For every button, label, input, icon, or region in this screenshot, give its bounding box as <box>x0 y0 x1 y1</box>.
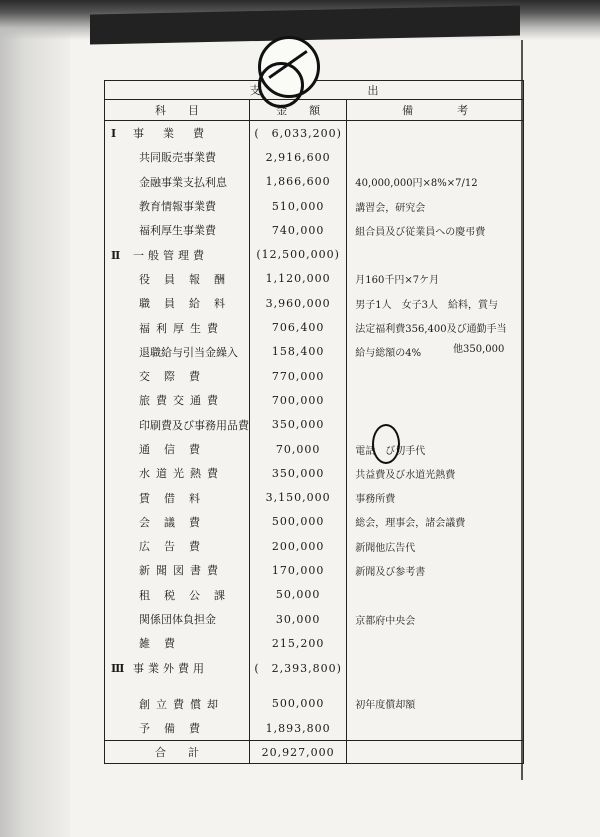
amount-cell: 3,150,000 <box>250 485 347 509</box>
subject-cell <box>105 340 250 364</box>
note-cell: 京都府中央会 <box>347 607 524 631</box>
table-row <box>105 364 524 388</box>
amount-cell: 30,000 <box>250 607 347 631</box>
item-name: 関係団体負担金 <box>139 613 216 627</box>
amount-cell: 500,000 <box>250 692 347 716</box>
section-name: 事業外費用 <box>133 661 208 675</box>
title-right: 出 <box>367 84 379 97</box>
subject-cell <box>105 692 250 716</box>
item-name: 創立費償却 <box>139 697 224 711</box>
amount-cell: 700,000 <box>250 388 347 412</box>
item-name: 広告費 <box>139 540 214 554</box>
table-row <box>105 388 524 412</box>
amount-cell: (12,500,000) <box>250 242 347 266</box>
table-row <box>105 315 524 339</box>
amount-cell: 50,000 <box>250 583 347 607</box>
subject-cell <box>105 437 250 461</box>
note-cell <box>347 716 524 741</box>
amount-cell: 510,000 <box>250 194 347 218</box>
item-name: 職員給料 <box>139 297 239 311</box>
subject-cell <box>105 121 250 146</box>
total-note <box>347 741 524 764</box>
item-name: 租税公課 <box>139 588 239 602</box>
note-cell: 事務所費 <box>347 485 524 509</box>
section-row <box>105 656 524 680</box>
item-name: 賃借料 <box>139 491 214 505</box>
column-amount: 金 額 <box>250 100 347 121</box>
note-cell: 新聞他広告代 <box>347 534 524 558</box>
amount-cell: 170,000 <box>250 558 347 582</box>
amount-cell: 215,200 <box>250 631 347 655</box>
table-row <box>105 145 524 169</box>
subject-cell <box>105 170 250 194</box>
item-name: 福利厚生費 <box>139 321 224 335</box>
note-cell <box>347 242 524 266</box>
amount-cell: 740,000 <box>250 218 347 242</box>
spacer-cell <box>105 680 250 692</box>
amount-cell: 158,400 <box>250 340 347 364</box>
amount-cell: 770,000 <box>250 364 347 388</box>
amount-cell: 2,916,600 <box>250 145 347 169</box>
item-name: 交際費 <box>139 370 214 384</box>
subject-cell <box>105 461 250 485</box>
item-name: 水道光熱費 <box>139 467 224 481</box>
table-row <box>105 461 524 485</box>
total-label: 合 計 <box>105 741 250 764</box>
subject-cell <box>105 267 250 291</box>
table-row <box>105 194 524 218</box>
spacer-cell <box>347 680 524 692</box>
subject-cell <box>105 583 250 607</box>
table-row <box>105 558 524 582</box>
total-amount: 20,927,000 <box>250 741 347 764</box>
amount-cell: 200,000 <box>250 534 347 558</box>
item-name: 教育情報事業費 <box>139 200 216 214</box>
item-name: 通信費 <box>139 443 214 456</box>
amount-cell: 70,000 <box>250 437 347 461</box>
note-cell: 男子1人 女子3人 給料，賞与 <box>347 291 524 315</box>
title-left: 支 <box>249 84 261 97</box>
subject-cell <box>105 291 250 315</box>
subject-cell <box>105 364 250 388</box>
stamp-mark-small <box>372 424 400 464</box>
note-cell: 電話 び切手代 <box>347 437 524 461</box>
table-row <box>105 267 524 291</box>
subject-cell <box>105 194 250 218</box>
amount-cell: 500,000 <box>250 510 347 534</box>
column-subject: 科 目 <box>105 100 250 121</box>
note-cell <box>347 388 524 412</box>
subject-cell <box>105 413 250 437</box>
item-name: 金融事業支払利息 <box>139 175 227 189</box>
subject-cell <box>105 716 250 741</box>
note-cell <box>347 121 524 146</box>
subject-cell <box>105 558 250 582</box>
section-number: Ⅱ <box>111 248 121 262</box>
amount-cell: 350,000 <box>250 461 347 485</box>
item-name: 役員報酬 <box>139 272 239 286</box>
table-row <box>105 485 524 509</box>
note-cell: 40,000,000円×8%×7/12 <box>347 170 524 194</box>
table-row <box>105 510 524 534</box>
item-name: 福利厚生事業費 <box>139 224 216 238</box>
note-cell: 法定福利費356,400及び通勤手当 <box>347 315 524 339</box>
total-row <box>105 741 524 764</box>
subject-cell <box>105 315 250 339</box>
item-name: 会議費 <box>139 515 214 529</box>
amount-cell: ( 2,393,800) <box>250 656 347 680</box>
column-note: 備 考 <box>347 100 524 121</box>
note-cell <box>347 656 524 680</box>
subject-cell <box>105 388 250 412</box>
table-row <box>105 170 524 194</box>
amount-cell: 1,120,000 <box>250 267 347 291</box>
amount-cell: 3,960,000 <box>250 291 347 315</box>
table-row <box>105 218 524 242</box>
note-cell <box>347 364 524 388</box>
note-cell: 月160千円×7ケ月 <box>347 267 524 291</box>
expenditure-table <box>104 80 524 764</box>
subject-cell <box>105 242 250 266</box>
subject-cell <box>105 510 250 534</box>
note-cell: 共益費及び水道光熱費 <box>347 461 524 485</box>
note-cell: 給与総額の4% <box>347 340 524 364</box>
item-name: 共同販売事業費 <box>139 151 216 165</box>
section-name: 一般管理費 <box>133 248 208 262</box>
scan-shadow-left <box>0 0 70 837</box>
stamp-mark-lower <box>258 62 304 108</box>
amount-cell: 706,400 <box>250 315 347 339</box>
subject-cell <box>105 631 250 655</box>
note-cell <box>347 583 524 607</box>
extra-note: 他350,000 <box>453 344 505 355</box>
subject-cell <box>105 145 250 169</box>
amount-cell: ( 6,033,200) <box>250 121 347 146</box>
item-name: 退職給与引当金繰入 <box>139 345 238 359</box>
section-number: Ⅲ <box>111 661 125 675</box>
table-row <box>105 583 524 607</box>
subject-cell <box>105 218 250 242</box>
spacer-cell <box>250 680 347 692</box>
table-row <box>105 437 524 461</box>
note-cell: 組合員及び従業員への慶弔費 <box>347 218 524 242</box>
note-cell: 新聞及び参考書 <box>347 558 524 582</box>
item-name: 予備費 <box>139 722 214 736</box>
amount-cell: 1,893,800 <box>250 716 347 741</box>
item-name: 旅費交通費 <box>139 394 224 408</box>
note-cell <box>347 145 524 169</box>
item-name: 印刷費及び事務用品費 <box>139 418 249 432</box>
item-name: 新聞図書費 <box>139 564 224 578</box>
note-cell: 総会，理事会，諸会議費 <box>347 510 524 534</box>
table-row <box>105 607 524 631</box>
subject-cell <box>105 485 250 509</box>
item-name: 雑費 <box>139 637 189 651</box>
subject-cell <box>105 607 250 631</box>
note-cell: 初年度償却額 <box>347 692 524 716</box>
subject-cell <box>105 534 250 558</box>
section-row <box>105 242 524 266</box>
subject-cell <box>105 656 250 680</box>
table-row <box>105 692 524 716</box>
note-cell <box>347 631 524 655</box>
table-row <box>105 631 524 655</box>
amount-cell: 350,000 <box>250 413 347 437</box>
amount-cell: 1,866,600 <box>250 170 347 194</box>
note-cell: 講習会，研究会 <box>347 194 524 218</box>
column-header-row <box>105 100 524 121</box>
spacer-row <box>105 680 524 692</box>
table-row <box>105 534 524 558</box>
table-row <box>105 291 524 315</box>
table-row <box>105 716 524 741</box>
section-row <box>105 121 524 146</box>
table-row <box>105 413 524 437</box>
section-number: Ⅰ <box>111 127 117 141</box>
section-name: 事 業 費 <box>133 127 208 141</box>
